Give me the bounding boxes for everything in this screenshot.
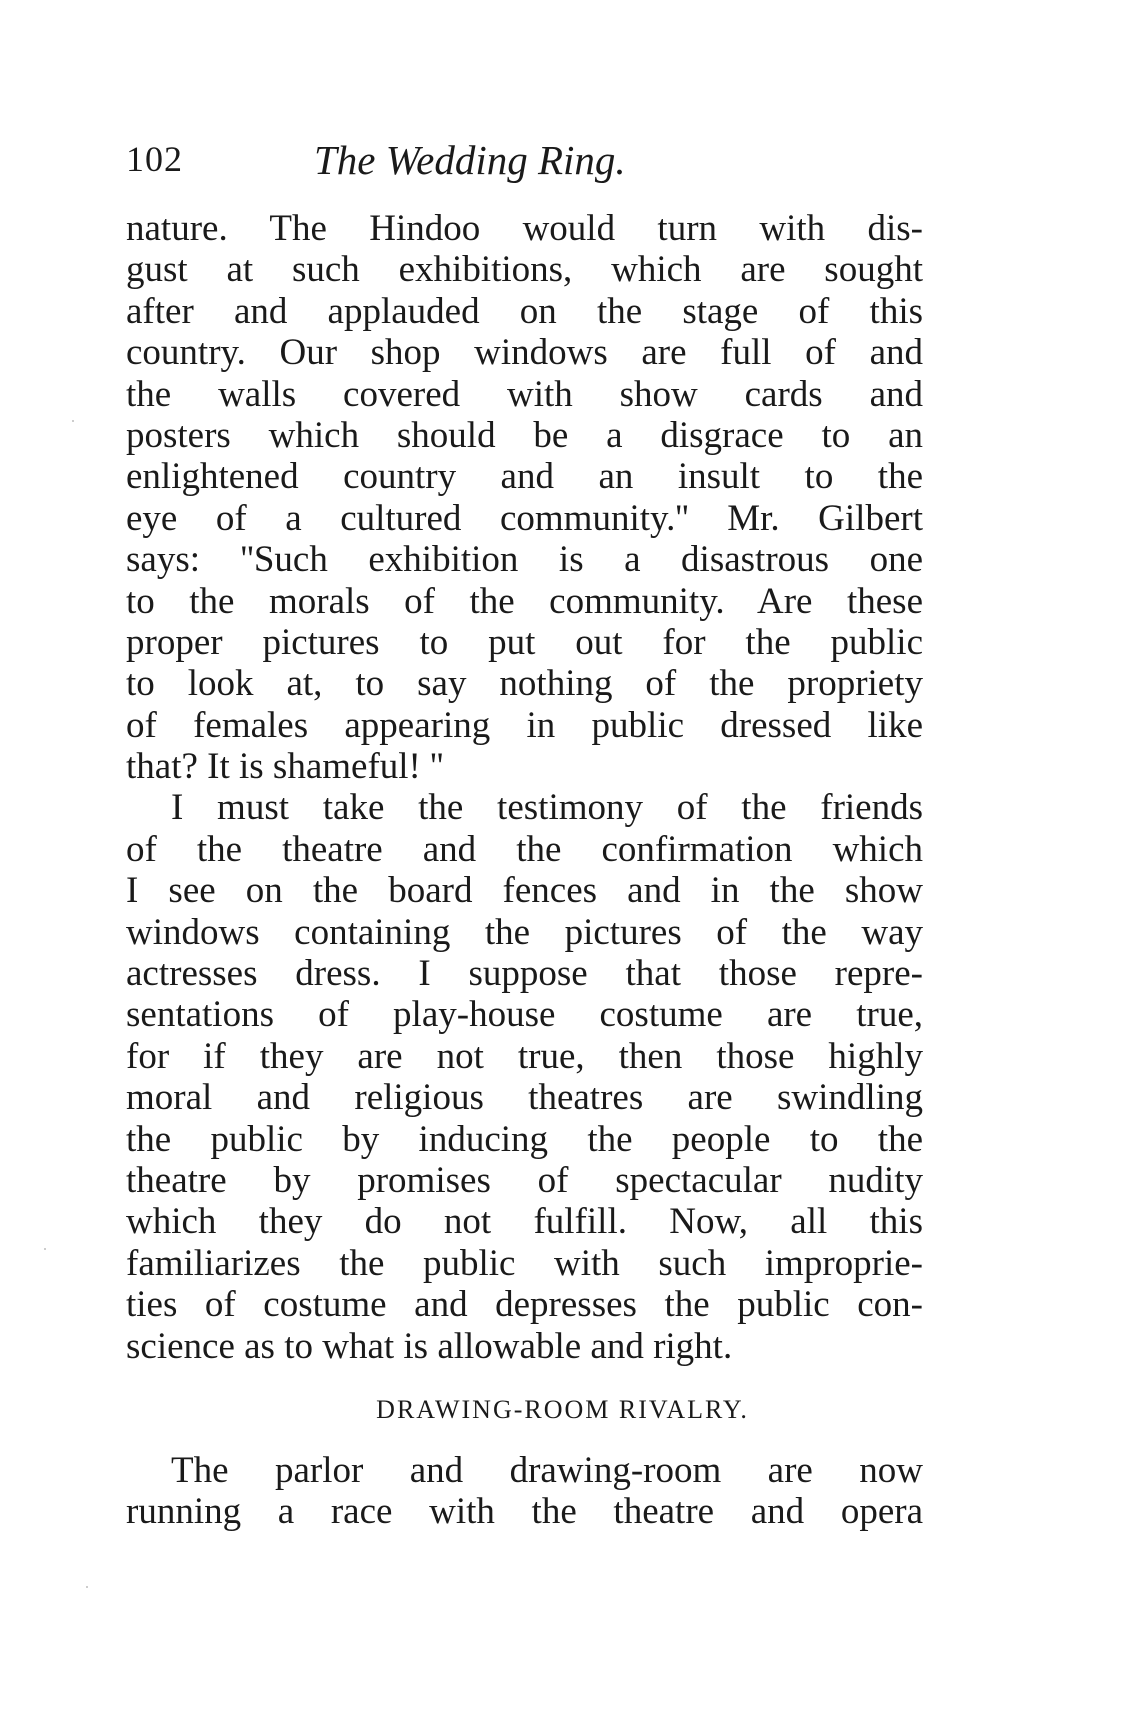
text-line: for if they are not true, then those highly (126, 1035, 923, 1077)
text-line: familiarizes the public with such improprie- (126, 1242, 923, 1284)
text-line: science as to what is allowable and right. (126, 1325, 733, 1367)
text-line: says: ''Such exhibition is a disastrous one (126, 539, 923, 581)
section-heading: DRAWING-ROOM RIVALRY. (376, 1395, 749, 1424)
text-line: I see on the board fences and in the show (126, 870, 923, 912)
text-line: of the theatre and the confirmation which (126, 828, 923, 870)
text-line: enlightened country and an insult to the (126, 456, 923, 498)
text-line: proper pictures to put out for the public (126, 621, 923, 663)
text-line: country. Our shop windows are full of and (126, 332, 923, 374)
scan-speck (44, 1248, 46, 1250)
text-line: to the morals of the community. Are these (126, 580, 923, 622)
page-header (126, 138, 926, 198)
text-line: The parlor and drawing-room are now (171, 1450, 923, 1491)
text-line: I must take the testimony of the friends (171, 787, 923, 829)
text-line: eye of a cultured community.'' Mr. Gilbert (126, 497, 923, 539)
text-line: actresses dress. I suppose that those repre- (126, 953, 923, 995)
text-line: which they do not fulfill. Now, all this (126, 1201, 923, 1243)
scan-speck (72, 420, 74, 422)
section-body-text (126, 1450, 923, 1533)
text-line: of females appearing in public dressed like (126, 704, 923, 746)
running-title: The Wedding Ring. (314, 137, 626, 183)
text-line: the public by inducing the people to the (126, 1118, 923, 1160)
text-line: after and applauded on the stage of this (126, 290, 923, 332)
text-line: ties of costume and depresses the public con- (126, 1284, 923, 1326)
text-line: the walls covered with show cards and (126, 373, 923, 415)
text-line: to look at, to say nothing of the propriety (126, 663, 923, 705)
text-line: theatre by promises of spectacular nudity (126, 1159, 923, 1201)
text-line: gust at such exhibitions, which are sought (126, 249, 923, 291)
text-line: nature. The Hindoo would turn with dis- (126, 208, 923, 249)
text-line: running a race with the theatre and opera (126, 1491, 923, 1533)
page-number: 102 (126, 139, 183, 179)
text-line: posters which should be a disgrace to an (126, 414, 923, 456)
text-line: moral and religious theatres are swindling (126, 1077, 923, 1119)
text-line: that? It is shameful! '' (126, 746, 444, 788)
scan-speck (86, 1586, 88, 1588)
body-text (126, 208, 923, 1367)
text-line: windows containing the pictures of the way (126, 911, 923, 953)
text-line: sentations of play-house costume are true, (126, 994, 923, 1036)
